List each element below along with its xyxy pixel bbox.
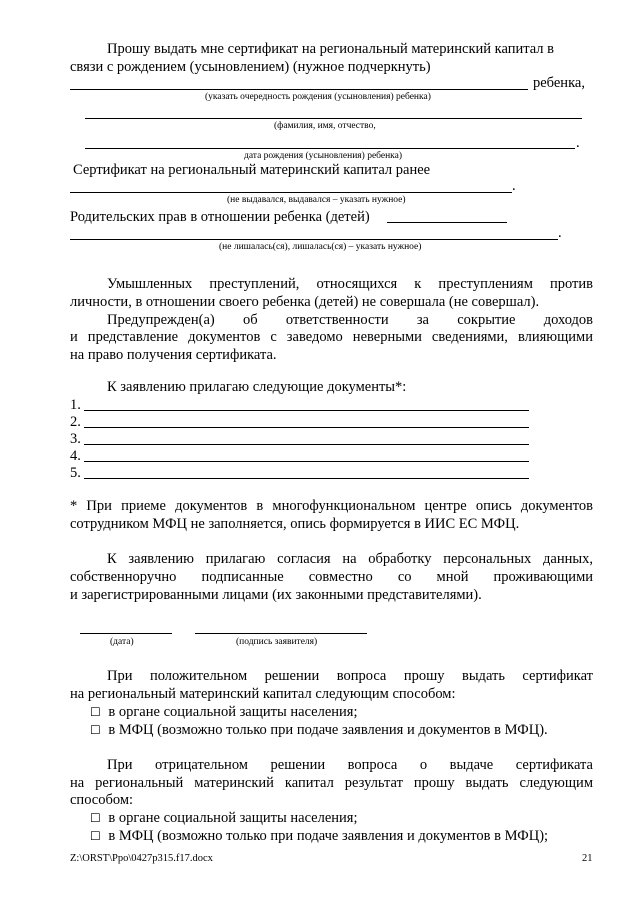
checkbox-icon[interactable]: ☐ [90, 723, 101, 737]
hint-child-order: (указать очередность рождения (усыновления) ребенка) [205, 92, 431, 102]
positive-option-1-label: в органе социальной защиты населения; [108, 704, 358, 720]
child-name-field[interactable] [85, 118, 582, 119]
document-number-2: 2. [70, 414, 81, 430]
hint-certificate: (не выдавался, выдавался – указать нужное) [227, 195, 406, 205]
footer-page-number: 21 [582, 853, 593, 864]
crimes-line-1: Умышленных преступлений, относящихся к преступлениям против [107, 276, 593, 292]
intro-line-2: связи с рождением (усыновлением) (нужное подчеркнуть) [70, 59, 431, 75]
document-field-5[interactable] [84, 478, 529, 479]
documents-label: К заявлению прилагаю следующие документы*: [107, 379, 407, 395]
warned-line-2: и представление документов с заведомо неверными сведениями, влияющими [70, 329, 593, 345]
document-number-3: 3. [70, 431, 81, 447]
checkbox-icon[interactable]: ☐ [90, 829, 101, 843]
hint-parental: (не лишалась(ся), лишалась(ся) – указать нужное) [219, 242, 422, 252]
positive-option-2-label: в МФЦ (возможно только при подаче заявления и документов в МФЦ). [108, 722, 548, 738]
footnote-line-2: сотрудником МФЦ не заполняется, опись формируется в ИИС ЕС МФЦ. [70, 516, 520, 532]
parental-field-short[interactable] [387, 222, 507, 223]
document-number-4: 4. [70, 448, 81, 464]
child-suffix: ребенка, [533, 75, 585, 91]
child-order-field[interactable] [70, 89, 528, 90]
document-number-1: 1. [70, 397, 81, 413]
consent-line-2: собственноручно подписанные совместно со мной проживающими [70, 569, 593, 585]
negative-option-2[interactable] [90, 827, 548, 845]
hint-date: (дата) [110, 637, 134, 647]
intro-line-1: Прошу выдать мне сертификат на региональный материнский капитал в [107, 41, 555, 57]
parental-field[interactable] [70, 239, 558, 240]
document-field-1[interactable] [84, 410, 529, 411]
negative-line-2: на региональный материнский капитал результат прошу выдать следующим [70, 775, 593, 791]
parental-period: . [558, 225, 562, 241]
hint-signature: (подпись заявителя) [236, 637, 318, 647]
crimes-line-2: личности, в отношении своего ребенка (детей) не совершала (не совершал). [70, 294, 540, 310]
birthdate-period: . [576, 135, 580, 151]
hint-child-name: (фамилия, имя, отчество, [274, 121, 376, 131]
certificate-field[interactable] [70, 192, 512, 193]
certificate-label: Сертификат на региональный материнский капитал ранее [73, 162, 431, 178]
document-field-3[interactable] [84, 444, 529, 445]
certificate-period: . [512, 178, 516, 194]
negative-option-1[interactable] [90, 809, 358, 827]
consent-line-1: К заявлению прилагаю согласия на обработку персональных данных, [107, 551, 593, 567]
positive-line-2: на региональный материнский капитал следующим способом: [70, 686, 456, 702]
footnote-line-1: * При приеме документов в многофункциональном центре опись документов [70, 498, 593, 514]
positive-option-1[interactable] [90, 703, 358, 721]
checkbox-icon[interactable]: ☐ [90, 811, 101, 825]
document-field-4[interactable] [84, 461, 529, 462]
positive-option-2[interactable] [90, 721, 548, 739]
warned-line-1: Предупрежден(а) об ответственности за сокрытие доходов [107, 312, 593, 328]
negative-line-3: способом: [70, 792, 134, 808]
negative-line-1: При отрицательном решении вопроса о выдаче сертификата [107, 757, 593, 773]
signature-field[interactable] [195, 633, 367, 634]
date-field[interactable] [80, 633, 172, 634]
positive-line-1: При положительном решении вопроса прошу выдать сертификат [107, 668, 593, 684]
document-field-2[interactable] [84, 427, 529, 428]
footer-file-path: Z:\ORST\Ppo\0427p315.f17.docx [70, 853, 213, 864]
hint-child-birthdate: дата рождения (усыновления) ребенка) [244, 151, 403, 161]
negative-option-2-label: в МФЦ (возможно только при подаче заявления и документов в МФЦ); [108, 828, 549, 844]
consent-line-3: и зарегистрированными лицами (их законными представителями). [70, 587, 482, 603]
document-number-5: 5. [70, 465, 81, 481]
checkbox-icon[interactable]: ☐ [90, 705, 101, 719]
child-birthdate-field[interactable] [85, 148, 575, 149]
negative-option-1-label: в органе социальной защиты населения; [108, 810, 358, 826]
parental-label: Родительских прав в отношении ребенка (детей) [70, 209, 370, 225]
warned-line-3: на право получения сертификата. [70, 347, 277, 363]
